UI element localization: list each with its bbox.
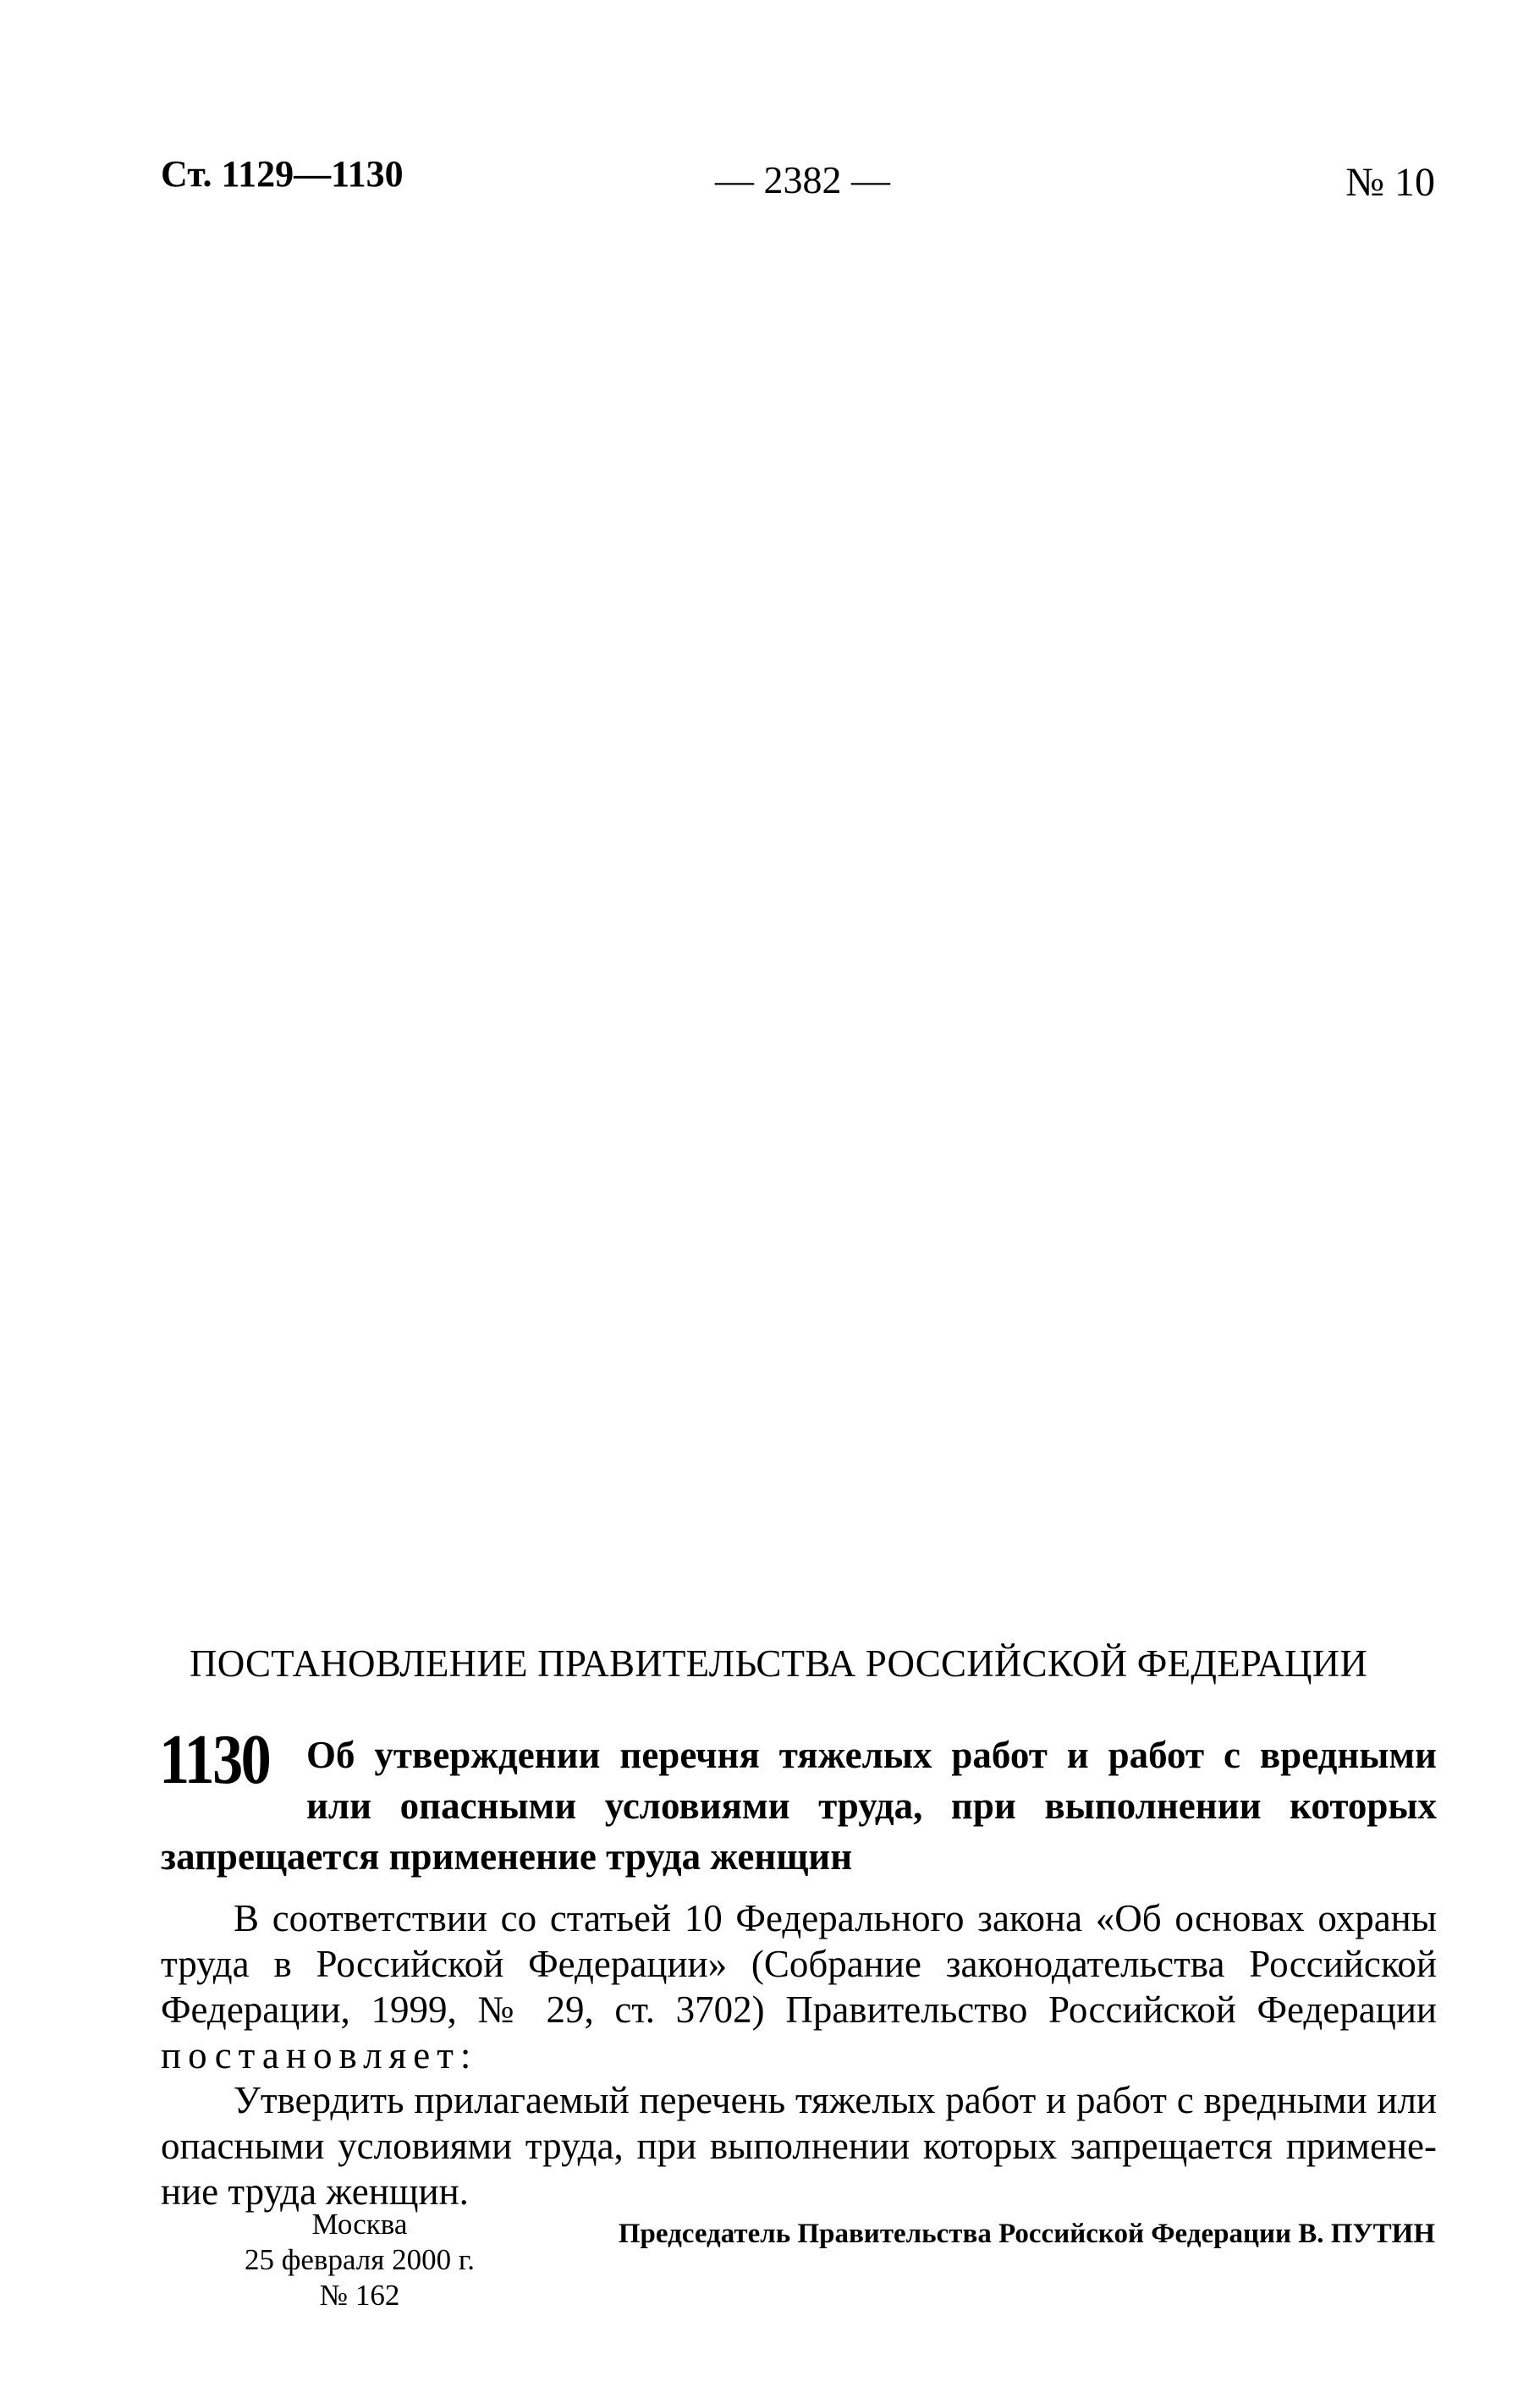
city: Москва bbox=[311, 2208, 408, 2241]
running-header-articles: Ст. 1129—1130 bbox=[161, 153, 404, 195]
decree-title-line: запрещается применение труда женщин bbox=[161, 1835, 853, 1878]
running-header-page-number: — 2382 — bbox=[715, 158, 890, 201]
document-number: № 162 bbox=[319, 2279, 400, 2312]
decree-title bbox=[161, 1730, 1437, 1882]
paragraph-line: опасными условиями труда, при выполнении которых запрещается примене- bbox=[161, 2125, 1437, 2167]
paragraph-line: постановляет: bbox=[161, 2034, 478, 2076]
paragraph-line: Утвердить прилагаемый перечень тяжелых работ и работ с вредными или bbox=[234, 2079, 1437, 2121]
running-header-issue: № 10 bbox=[1345, 160, 1435, 205]
paragraph-line: труда в Российской Федерации» (Собрание законодательства Российской bbox=[161, 1943, 1437, 1985]
body-paragraph-preamble bbox=[161, 1895, 1437, 2078]
date: 25 февраля 2000 г. bbox=[244, 2243, 476, 2276]
paragraph-line: В соответствии со статьей 10 Федерального закона «Об основах охраны bbox=[234, 1897, 1437, 1939]
paragraph-line: ние труда женщин. bbox=[161, 2170, 469, 2213]
place-date-block bbox=[212, 2207, 508, 2313]
body-paragraph-resolution bbox=[161, 2077, 1437, 2214]
article-number: 1130 bbox=[159, 1720, 270, 1799]
decree-title-line: или опасными условиями труда, при выполнении которых bbox=[306, 1785, 1437, 1827]
decree-title-line: Об утверждении перечня тяжелых работ и работ с вредными bbox=[306, 1734, 1437, 1776]
signature-line: Председатель Правительства Российской Федерации В. ПУТИН bbox=[618, 2219, 1435, 2249]
paragraph-line: Федерации, 1999, № 29, ст. 3702) Правительство Российской Федерации bbox=[161, 1988, 1437, 2031]
decree-type-heading: ПОСТАНОВЛЕНИЕ ПРАВИТЕЛЬСТВА РОССИЙСКОЙ ФЕДЕРАЦИИ bbox=[190, 1642, 1368, 1685]
